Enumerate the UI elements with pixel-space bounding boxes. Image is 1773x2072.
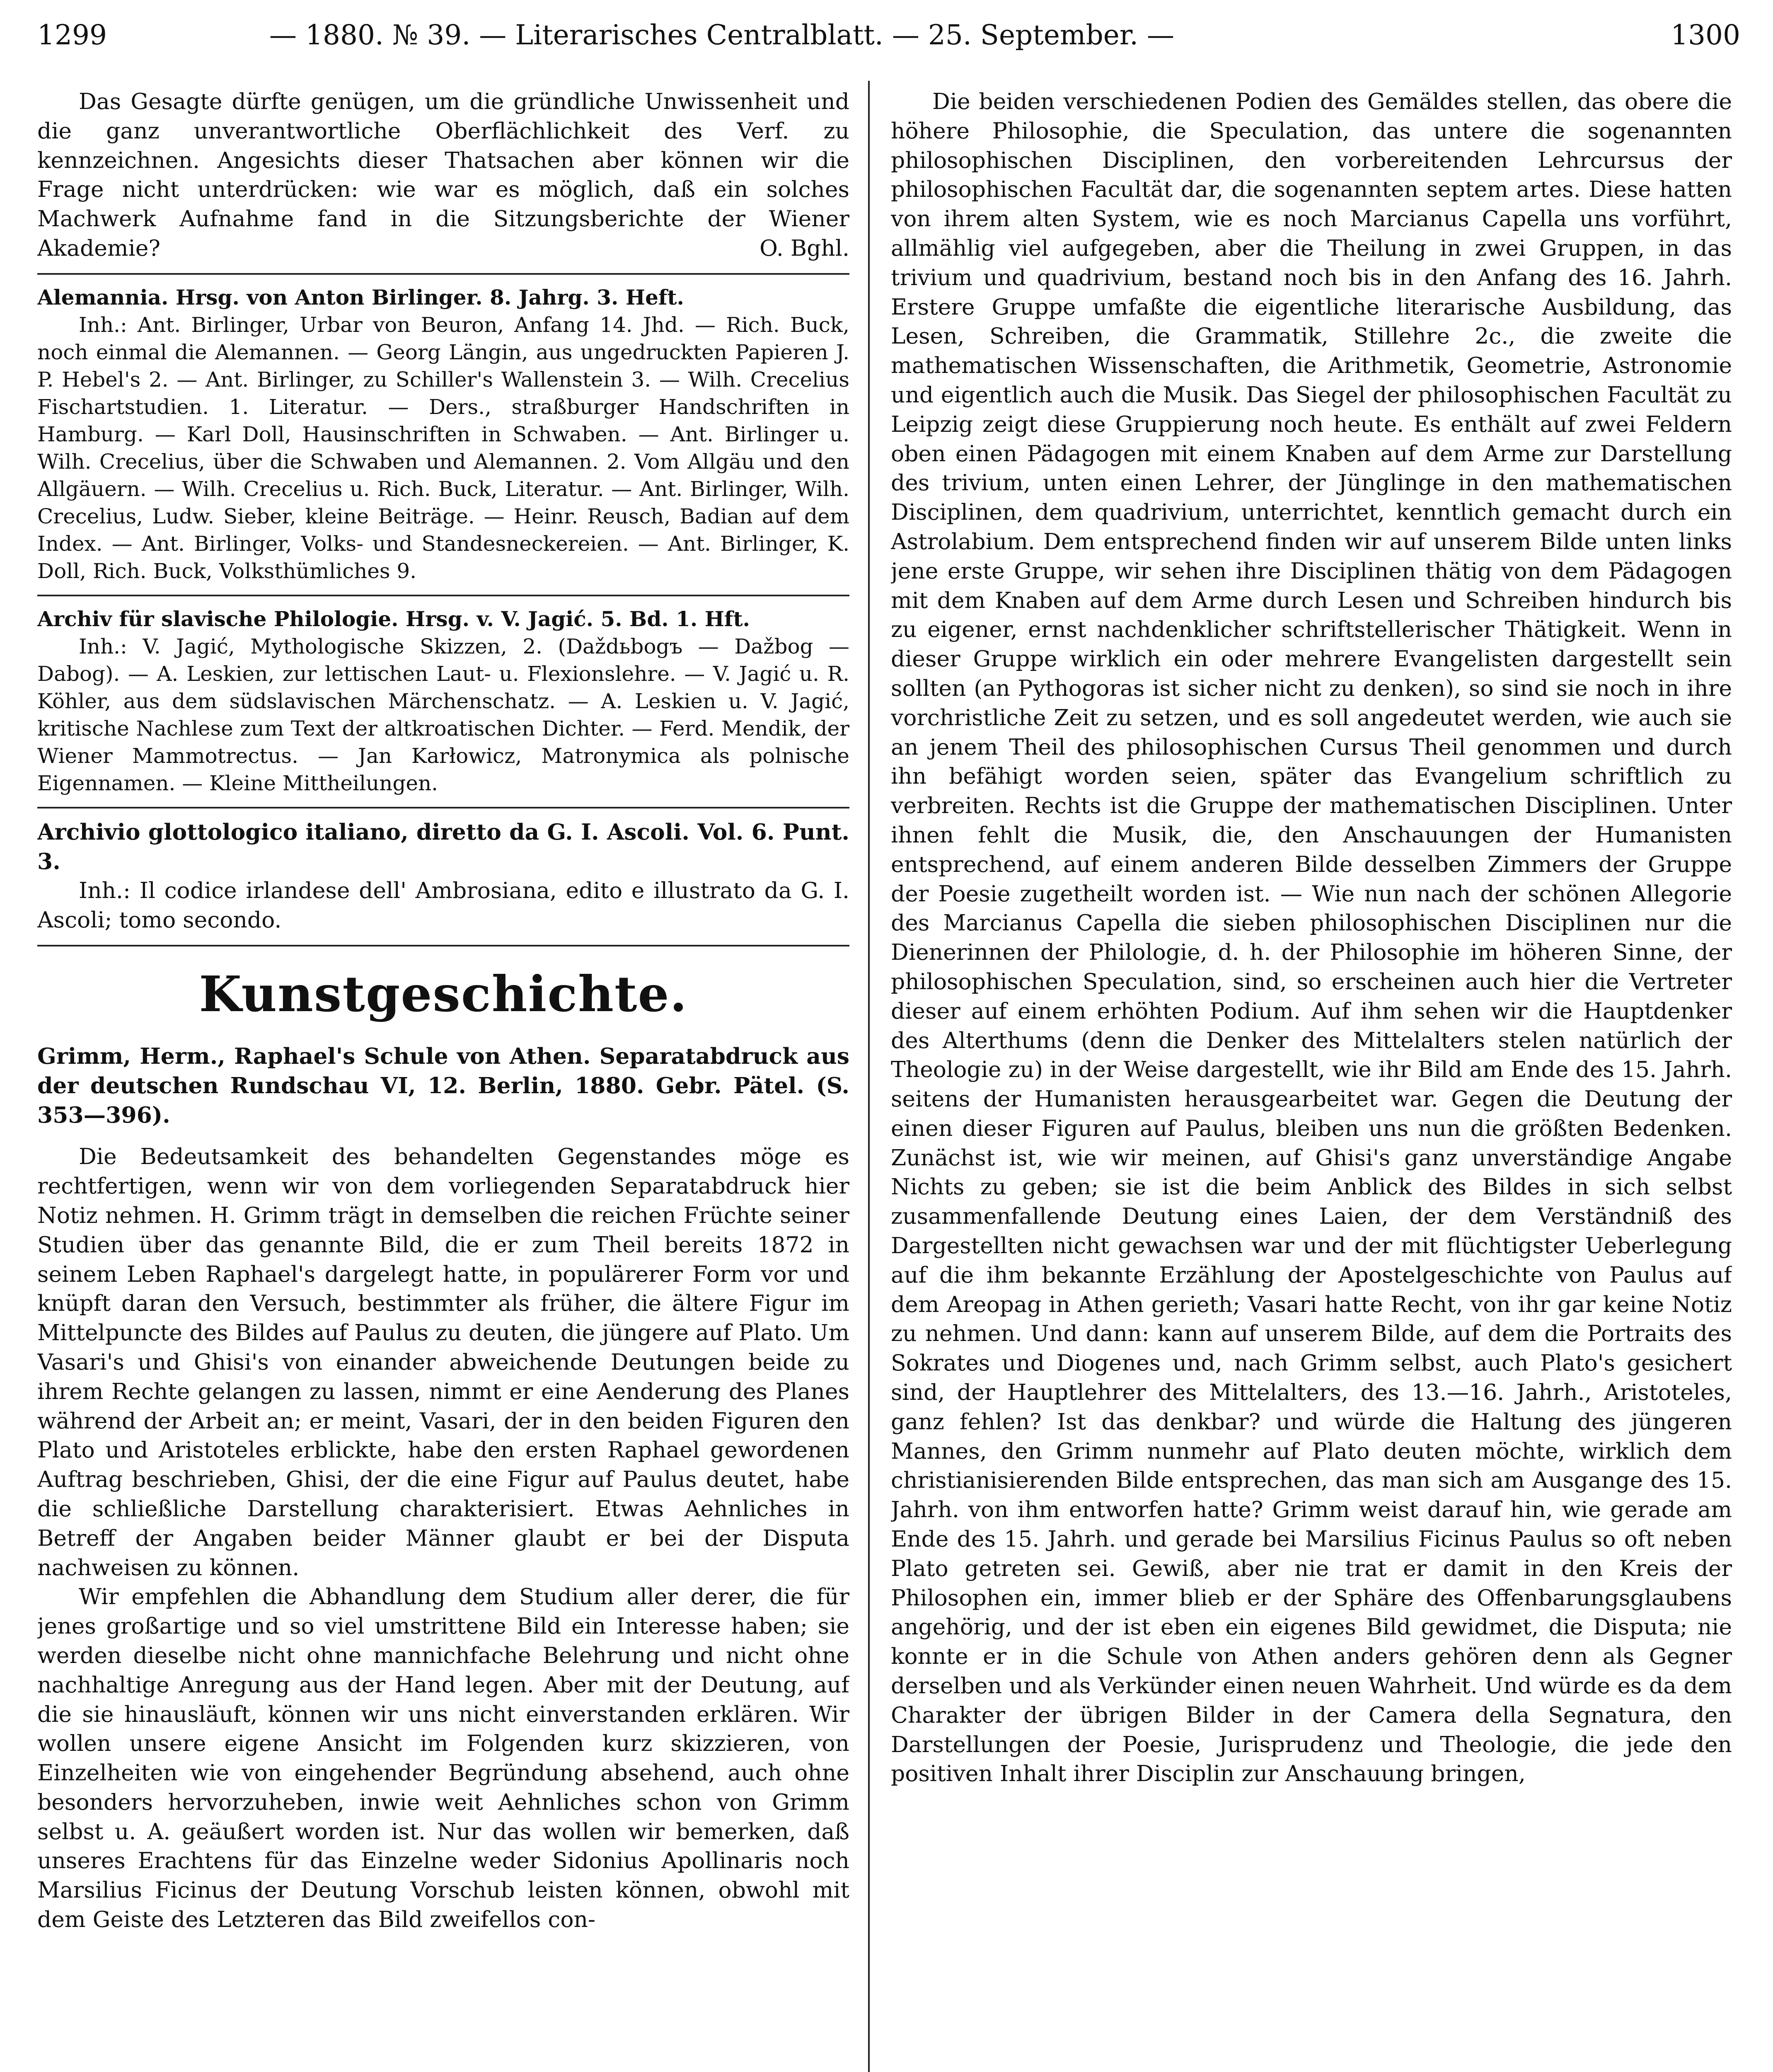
- intro-paragraph: [37, 87, 849, 263]
- intro-signature: O. Bghl.: [760, 235, 849, 261]
- column-divider: [868, 81, 870, 2072]
- review-title: Grimm, Herm., Raphael's Schule von Athen. Separatabdruck aus der deutschen Rundschau VI, 12. Berlin, 1880. Gebr. Pätel. (S. 353—396).: [37, 1043, 849, 1128]
- review-paragraph-1: Die Bedeutsamkeit des behandelten Gegenstandes möge es rechtfertigen, wenn wir von dem vorliegenden Separatabdruck hier Notiz nehmen. H. Grimm trägt in demselben die reichen Früchte seiner Studien über das genannte Bild, die er zum Theil bereits 1872 in seinem Leben Raphael's dargelegt hatte, in populärerer Form vor und knüpft daran den Versuch, bestimmter als früher, die ältere Figur im Mittelpuncte des Bildes auf Paulus zu deuten, die jüngere auf Plato. Um Vasari's und Ghisi's von einander abweichende Deutungen beide zu ihrem Rechte gelangen zu lassen, nimmt er eine Aenderung des Planes während der Arbeit an; er meint, Vasari, der in den beiden Figuren den Plato und Aristoteles erblickte, habe den ersten Raphael gewordenen Auftrag beschrieben, Ghisi, der die eine Figur auf Paulus deutet, habe die schließliche Darstellung charakterisiert. Etwas Aehnliches in Betreff der Angaben beider Männer glaubt er bei der Disputa nachweisen zu können.: [37, 1143, 849, 1581]
- archiv-title: Archiv für slavische Philologie. Hrsg. v. V. Jagić. 5. Bd. 1. Hft.: [37, 606, 750, 631]
- rule-1: [37, 273, 849, 275]
- page-number-right: 1300: [1671, 19, 1740, 51]
- review-paragraph-2: Wir empfehlen die Abhandlung dem Studium aller derer, die für jenes großartige und so viel umstrittene Bild ein Interesse haben; sie werden dieselbe nicht ohne mannichfache Belehrung und nicht ohne nachhaltige Anregung aus der Hand legen. Aber mit der Deutung, auf die sie hinausläuft, können wir uns nicht einverstanden erklären. Wir wollen unsere eigene Ansicht im Folgenden kurz skizzieren, von Einzelheiten wie von eingehender Begründung absehend, auch ohne besonders hervorzuheben, inwie weit Aehnliches schon von Grimm selbst u. A. geäußert worden ist. Nur das wollen wir bemerken, daß unseres Erachtens für das Einzelne weder Sidonius Apollinaris noch Marsilius Ficinus der Deutung Vorschub leisten können, obwohl mit dem Geiste des Letzteren das Bild zweifellos con-: [37, 1583, 849, 1933]
- intro-text: Das Gesagte dürfte genügen, um die gründliche Unwissenheit und die ganz unverantwortliche Oberflächlichkeit des Verf. zu kennzeichnen. Angesichts dieser Thatsachen aber können wir die Frage nicht unterdrücken: wie war es möglich, daß ein solches Machwerk Aufnahme fand in die Sitzungsberichte der Wiener Akademie?: [37, 88, 849, 261]
- alemannia-title: Alemannia. Hrsg. von Anton Birlinger. 8. Jahrg. 3. Heft.: [37, 285, 684, 310]
- rule-3: [37, 807, 849, 808]
- archiv-contents: Inh.: V. Jagić, Mythologische Skizzen, 2. (Daždьbogъ — Dažbog — Dabog). — A. Leskien, zur lettischen Laut- u. Flexionslehre. — V. Jagić u. R. Köhler, aus dem südslavischen Märchenschatz. — A. Leskien u. V. Jagić, kritische Nachlese zum Text der altkroatischen Dichter. — Ferd. Mendik, der Wiener Mammotrectus. — Jan Karłowicz, Matronymica als polnische Eigennamen. — Kleine Mittheilungen.: [37, 634, 849, 795]
- alemannia-contents: Inh.: Ant. Birlinger, Urbar von Beuron, Anfang 14. Jhd. — Rich. Buck, noch einmal die Alemannen. — Georg Längin, aus ungedruckten Papieren J. P. Hebel's 2. — Ant. Birlinger, zu Schiller's Wallenstein 3. — Wilh. Crecelius Fischartstudien. 1. Literatur. — Ders., straßburger Handschriften in Hamburg. — Karl Doll, Hausinschriften in Schwaben. — Ant. Birlinger u. Wilh. Crecelius, über die Schwaben und Alemannen. 2. Vom Allgäu und den Allgäuern. — Wilh. Crecelius u. Rich. Buck, Literatur. — Ant. Birlinger, Wilh. Crecelius, Ludw. Sieber, kleine Beiträge. — Heinr. Reusch, Badian auf dem Index. — Ant. Birlinger, Volks- und Standesneckereien. — Ant. Birlinger, K. Doll, Rich. Buck, Volksthümliches 9.: [37, 312, 849, 583]
- left-column: [37, 87, 849, 2072]
- journal-header: — 1880. № 39. — Literarisches Centralblatt. — 25. September. —: [269, 19, 1175, 51]
- right-paragraph: Die beiden verschiedenen Podien des Gemäldes stellen, das obere die höhere Philosophie, die Speculation, das untere die sogenannten philosophischen Disciplinen, den vorbereitenden Lehrcursus der philosophischen Facultät dar, die sogenannten septem artes. Diese hatten von ihrem alten System, wie es noch Marcianus Capella uns vorführt, allmählig viel aufgegeben, aber die Theilung in zwei Gruppen, in das trivium und quadrivium, bestand noch bis in den Anfang des 16. Jahrh. Erstere Gruppe umfaßte die eigentliche literarische Ausbildung, das Lesen, Schreiben, die Grammatik, Stillehre 2c., die zweite die mathematischen Wissenschaften, die Arithmetik, Geometrie, Astronomie und eigentlich auch die Musik. Das Siegel der philosophischen Facultät zu Leipzig zeigt diese Gruppierung noch heute. Es enthält auf zwei Feldern oben einen Pädagogen mit einem Knaben auf dem Arme zur Darstellung des trivium, unten einen Lehrer, der Jünglinge in den mathematischen Disciplinen, dem quadrivium, unterrichtet, kenntlich gemacht durch ein Astrolabium. Dem entsprechend finden wir auf unserem Bilde unten links jene erste Gruppe, wir sehen ihre Disciplinen thätig von dem Pädagogen mit dem Knaben auf dem Arme durch Lesen und Schreiben hindurch bis zu eigener, ernst nachdenklicher schriftstellerischer Thätigkeit. Wenn in dieser Gruppe wirklich ein oder mehrere Evangelisten dargestellt sein sollten (an Pythogoras ist sicher nicht zu denken), so sind sie noch in ihre vorchristliche Zeit zu setzen, und es soll angedeutet werden, wie auch sie an jenem Theil des philosophischen Cursus Theil genommen und durch ihn befähigt worden seien, später das Evangelium schriftlich zu verbreiten. Rechts ist die Gruppe der mathematischen Disciplinen. Unter ihnen fehlt die Musik, die, den Anschauungen der Humanisten entsprechend, auf einem anderen Bilde desselben Zimmers der Gruppe der Poesie zugetheilt worden ist. — Wie nun nach der schönen Allegorie des Marcianus Capella die sieben philosophischen Disciplinen nur die Dienerinnen der Philologie, d. h. der Philosophie im höheren Sinne, der philosophischen Speculation, sind, so erscheinen auch hier die Vertreter dieser auf einem erhöhten Podium. Auf ihm sehen wir die Hauptdenker des Alterthums (denn die Denker des Mittelalters stelen natürlich der Theologie zu) in der Weise dargestellt, wie ihr Bild am Ende des 15. Jahrh. seitens der Humanisten herausgearbeitet war. Gegen die Deutung der einen dieser Figuren auf Paulus, bleiben uns nun die größten Bedenken. Zunächst ist, wie wir meinen, auf Ghisi's ganz unverständige Angabe Nichts zu geben; sie ist die beim Anblick des Bildes in sich selbst zusammenfallende Deutung eines Laien, der dem Verständniß des Dargestellten nicht gewachsen war und der mit flüchtigster Ueberlegung auf die ihm bekannte Erzählung der Apostelgeschichte von Paulus auf dem Areopag in Athen gerieth; Vasari hatte Recht, von ihr gar keine Notiz zu nehmen. Und dann: kann auf unserem Bilde, auf dem die Portraits des Sokrates und Diogenes und, nach Grimm selbst, auch Plato's gesichert sind, der Hauptlehrer des Mittelalters, des 13.—16. Jahrh., Aristoteles, ganz fehlen? Ist das denkbar? und würde die Haltung des jüngeren Mannes, den Grimm nunmehr auf Plato deuten möchte, wirklich dem christianisierenden Bilde entsprechen, das man sich am Ausgange des 15. Jahrh. von ihm entworfen hatte? Grimm weist darauf hin, wie gerade am Ende des 15. Jahrh. und gerade bei Marsilius Ficinus Paulus so oft neben Plato getreten sei. Gewiß, aber nie trat er damit in den Kreis der Philosophen ein, immer blieb er der Sphäre des Offenbarungsglaubens angehörig, und der ist eben ein eigenes Bild gewidmet, die Disputa; nie konnte er in die Schule von Athen anders gehören denn als Gegner derselben und als Verkünder einen neuen Wahrheit. Und würde es da dem Charakter der übrigen Bilder in der Camera della Segnatura, den Darstellungen der Poesie, Jurisprudenz und Theologie, die jede den positiven Inhalt ihrer Disciplin zur Anschauung bringen,: [891, 88, 1732, 1787]
- archivio-contents: Inh.: Il codice irlandese dell' Ambrosiana, edito e illustrato da G. I. Ascoli; tomo secondo.: [37, 877, 849, 933]
- rule-4: [37, 945, 849, 946]
- archivio-title: Archivio glottologico italiano, diretto da G. I. Ascoli. Vol. 6. Punt. 3.: [37, 818, 849, 874]
- page-number-left: 1299: [37, 19, 107, 51]
- spacer: [37, 1130, 849, 1142]
- running-header: [37, 12, 1740, 58]
- rule-2: [37, 595, 849, 596]
- right-column: [891, 87, 1732, 2072]
- section-title: Kunstgeschichte.: [199, 965, 688, 1023]
